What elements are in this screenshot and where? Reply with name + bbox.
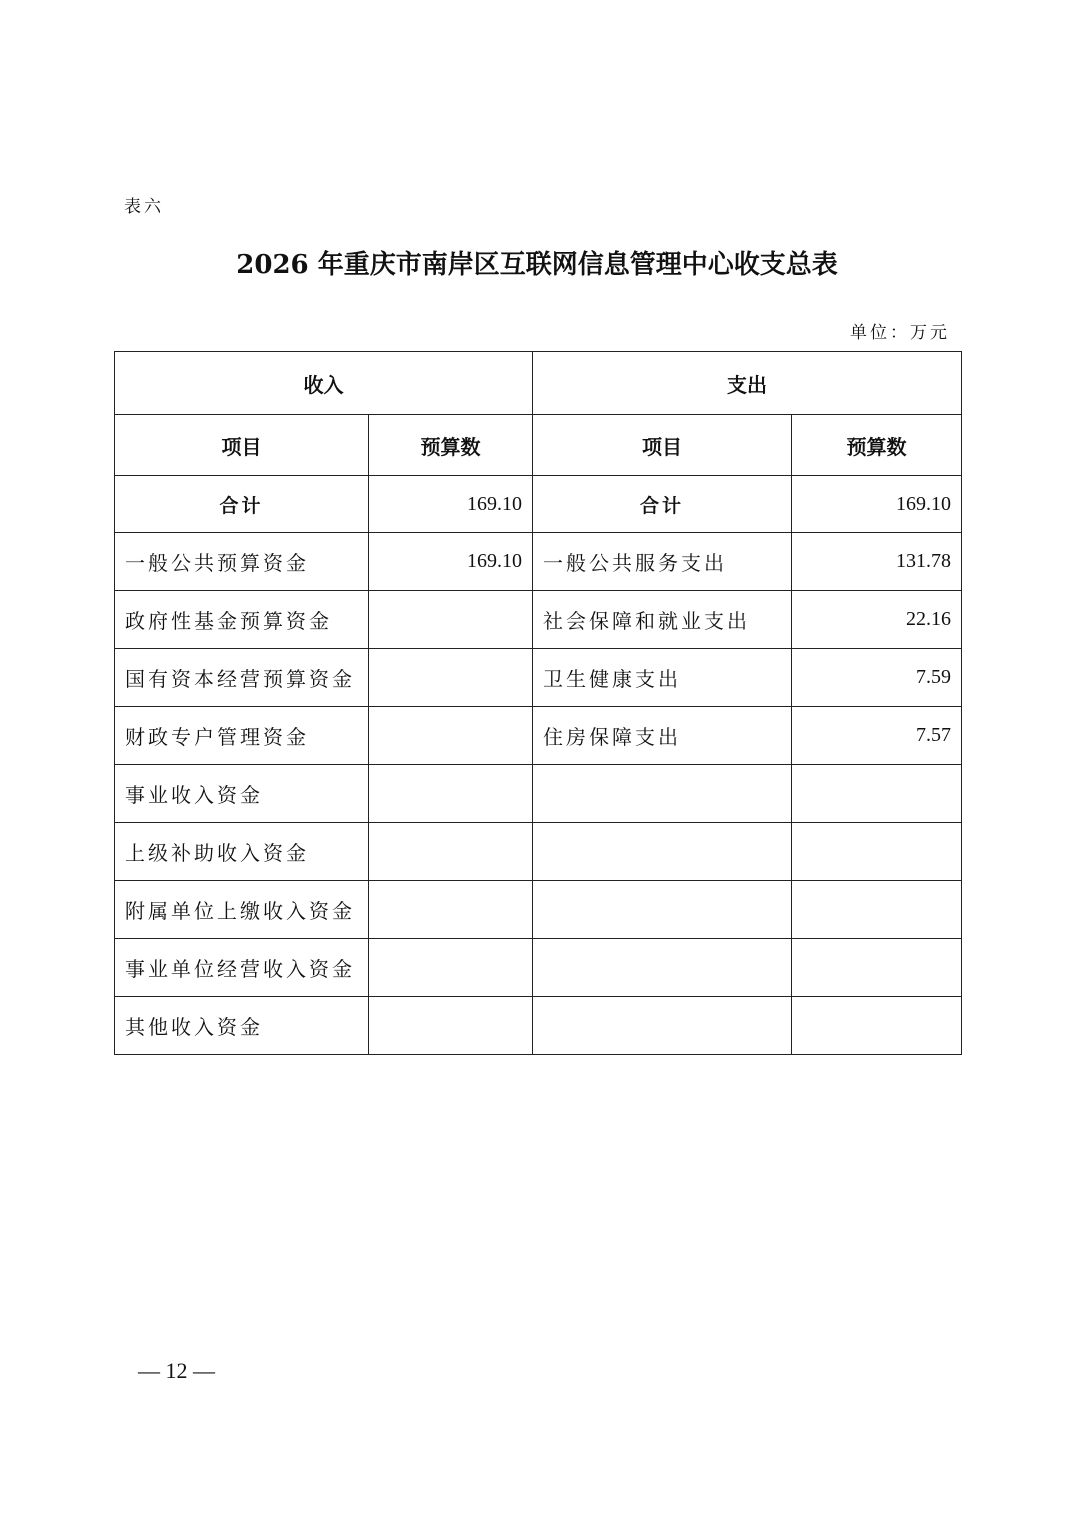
income-item: 国有资本经营预算资金: [115, 649, 369, 707]
expense-item: [533, 881, 792, 939]
income-item: 附属单位上缴收入资金: [115, 881, 369, 939]
table-row: [115, 939, 962, 997]
expense-item-header: 项目: [533, 415, 792, 476]
expense-value: 131.78: [792, 533, 962, 591]
document-title: 2026 年重庆市南岸区互联网信息管理中心收支总表: [236, 250, 838, 280]
expense-group-header: 支出: [533, 352, 962, 415]
expense-item: 住房保障支出: [533, 707, 792, 765]
income-budget-header: 预算数: [369, 415, 533, 476]
expense-total-label: 合计: [533, 476, 792, 533]
total-row: [115, 476, 962, 533]
group-header-row: [115, 352, 962, 415]
table-row: [115, 765, 962, 823]
expense-value: 22.16: [792, 591, 962, 649]
expense-value: [792, 997, 962, 1055]
income-item: 一般公共预算资金: [115, 533, 369, 591]
table-row: [115, 881, 962, 939]
income-value: [369, 881, 533, 939]
budget-summary-table: [114, 351, 962, 1055]
expense-item: [533, 939, 792, 997]
unit-label: 单位：万元: [850, 323, 950, 343]
income-value: [369, 765, 533, 823]
income-value: [369, 707, 533, 765]
page-number: — 12 —: [138, 1358, 215, 1383]
income-item: 上级补助收入资金: [115, 823, 369, 881]
income-item: 财政专户管理资金: [115, 707, 369, 765]
expense-value: 7.59: [792, 649, 962, 707]
table-row: [115, 823, 962, 881]
expense-value: [792, 939, 962, 997]
expense-value: 7.57: [792, 707, 962, 765]
expense-item: 一般公共服务支出: [533, 533, 792, 591]
expense-item: [533, 997, 792, 1055]
income-total-value: 169.10: [369, 476, 533, 533]
expense-value: [792, 823, 962, 881]
expense-item: [533, 823, 792, 881]
expense-item: 卫生健康支出: [533, 649, 792, 707]
income-value: [369, 939, 533, 997]
income-item: 事业单位经营收入资金: [115, 939, 369, 997]
income-group-header: 收入: [115, 352, 533, 415]
expense-item: [533, 765, 792, 823]
expense-value: [792, 881, 962, 939]
income-value: [369, 823, 533, 881]
table-label: 表六: [124, 197, 164, 217]
income-value: [369, 591, 533, 649]
column-header-row: [115, 415, 962, 476]
income-total-label: 合计: [115, 476, 369, 533]
expense-budget-header: 预算数: [792, 415, 962, 476]
expense-item: 社会保障和就业支出: [533, 591, 792, 649]
table-row: [115, 707, 962, 765]
expense-total-value: 169.10: [792, 476, 962, 533]
income-value: [369, 997, 533, 1055]
income-value: [369, 649, 533, 707]
table-row: [115, 591, 962, 649]
income-item-header: 项目: [115, 415, 369, 476]
table-row: [115, 649, 962, 707]
income-value: 169.10: [369, 533, 533, 591]
table-row: [115, 533, 962, 591]
expense-value: [792, 765, 962, 823]
income-item: 其他收入资金: [115, 997, 369, 1055]
income-item: 事业收入资金: [115, 765, 369, 823]
table-row: [115, 997, 962, 1055]
income-item: 政府性基金预算资金: [115, 591, 369, 649]
